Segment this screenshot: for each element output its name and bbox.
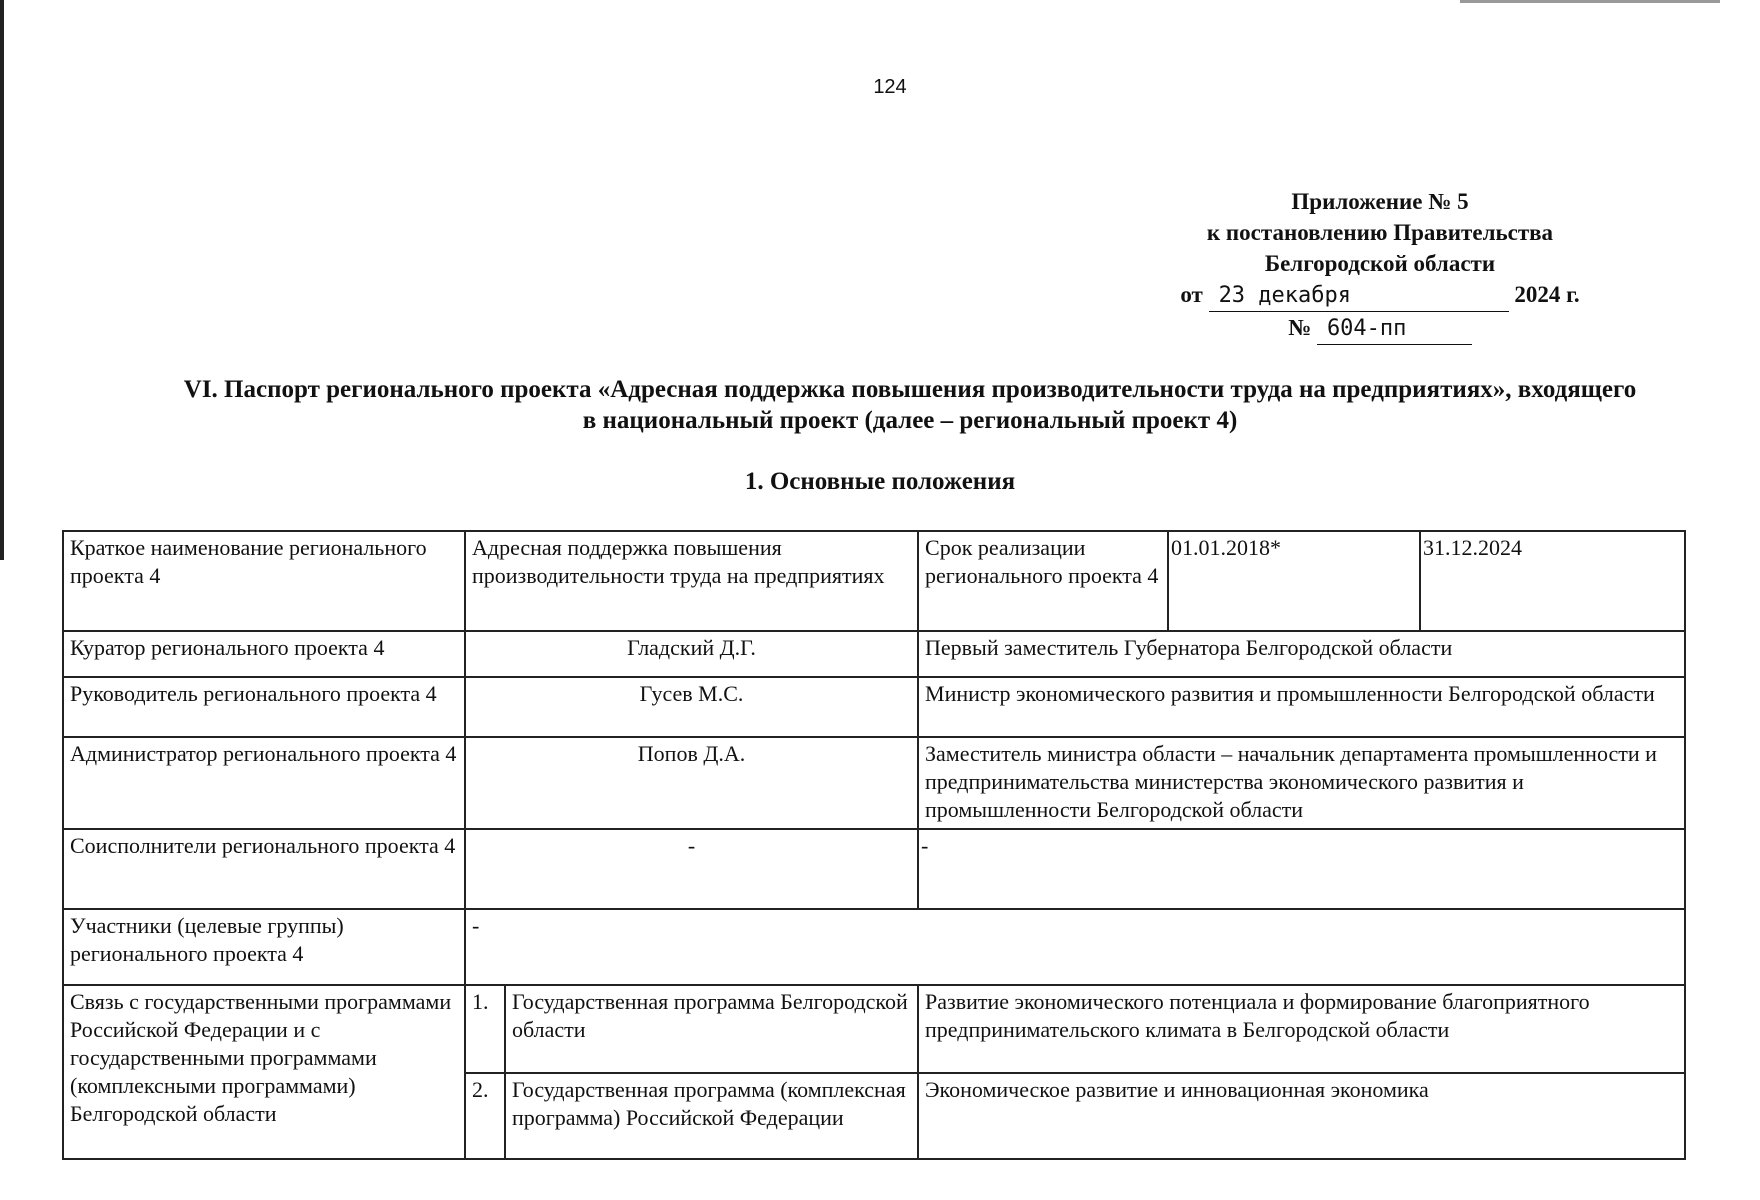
link-name-2: Экономическое развитие и инновационная экономика [918, 1073, 1685, 1159]
date-suffix: 2024 г. [1514, 282, 1580, 307]
handwritten-number: 604-пп [1317, 313, 1472, 345]
coexec-name: - [465, 829, 918, 909]
head-name: Гусев М.С. [465, 677, 918, 737]
admin-position: Заместитель министра области – начальник департамента промышленности и предпринимательства министерства экономического развития и промышленности Белгородской области [918, 737, 1685, 829]
link-num-2: 2. [465, 1073, 505, 1159]
link-program-1: Государственная программа Белгородской области [505, 985, 918, 1073]
appendix-number-line [1140, 312, 1620, 345]
table-row [63, 829, 1685, 909]
date-prefix: от [1180, 282, 1203, 307]
appendix-block [1140, 186, 1620, 345]
appendix-line-2: к постановлению Правительства [1206, 220, 1554, 245]
table-row [63, 737, 1685, 829]
title-line-1: VI. Паспорт регионального проекта «Адресная поддержка повышения производительности труда на предприятиях», входящего [183, 376, 1637, 403]
term-start: 01.01.2018* [1168, 531, 1420, 631]
links-label: Связь с государственными программами Российской Федерации и с государственными программами (комплексными программами) Белгородской области [63, 985, 465, 1159]
admin-name: Попов Д.А. [465, 737, 918, 829]
appendix-date-line [1140, 279, 1620, 312]
link-program-2: Государственная программа (комплексная программа) Российской Федерации [505, 1073, 918, 1159]
participants-label: Участники (целевые группы) регионального проекта 4 [63, 909, 465, 985]
head-label: Руководитель регионального проекта 4 [63, 677, 465, 737]
passport-title [40, 374, 1760, 436]
table-row [63, 985, 1685, 1073]
table-row [63, 531, 1685, 631]
appendix-line-1: Приложение № 5 [1291, 189, 1469, 214]
term-label: Срок реализации регионального проекта 4 [918, 531, 1168, 631]
short-name-label: Краткое наименование регионального проекта 4 [63, 531, 465, 631]
curator-name: Гладский Д.Г. [465, 631, 918, 677]
scan-edge-top [1460, 0, 1720, 3]
section-title: 1. Основные положения [744, 468, 1016, 495]
appendix-line-3: Белгородской области [1264, 251, 1496, 276]
table-row [63, 631, 1685, 677]
link-num-1: 1. [465, 985, 505, 1073]
coexec-label: Соисполнители регионального проекта 4 [63, 829, 465, 909]
number-prefix: № [1288, 315, 1312, 340]
table-row [63, 677, 1685, 737]
participants-value: - [465, 909, 1685, 985]
head-position: Министр экономического развития и промышленности Белгородской области [918, 677, 1685, 737]
curator-label: Куратор регионального проекта 4 [63, 631, 465, 677]
coexec-position: - [918, 829, 1685, 909]
passport-table [62, 530, 1686, 1160]
term-end: 31.12.2024 [1420, 531, 1685, 631]
page-number: 124 [873, 76, 907, 98]
short-name-value: Адресная поддержка повышения производительности труда на предприятиях [465, 531, 918, 631]
table-row [63, 909, 1685, 985]
admin-label: Администратор регионального проекта 4 [63, 737, 465, 829]
link-name-1: Развитие экономического потенциала и формирование благоприятного предпринимательского климата в Белгородской области [918, 985, 1685, 1073]
curator-position: Первый заместитель Губернатора Белгородской области [918, 631, 1685, 677]
handwritten-date: 23 декабря [1209, 280, 1509, 312]
title-line-2: в национальный проект (далее – региональный проект 4) [582, 407, 1238, 434]
